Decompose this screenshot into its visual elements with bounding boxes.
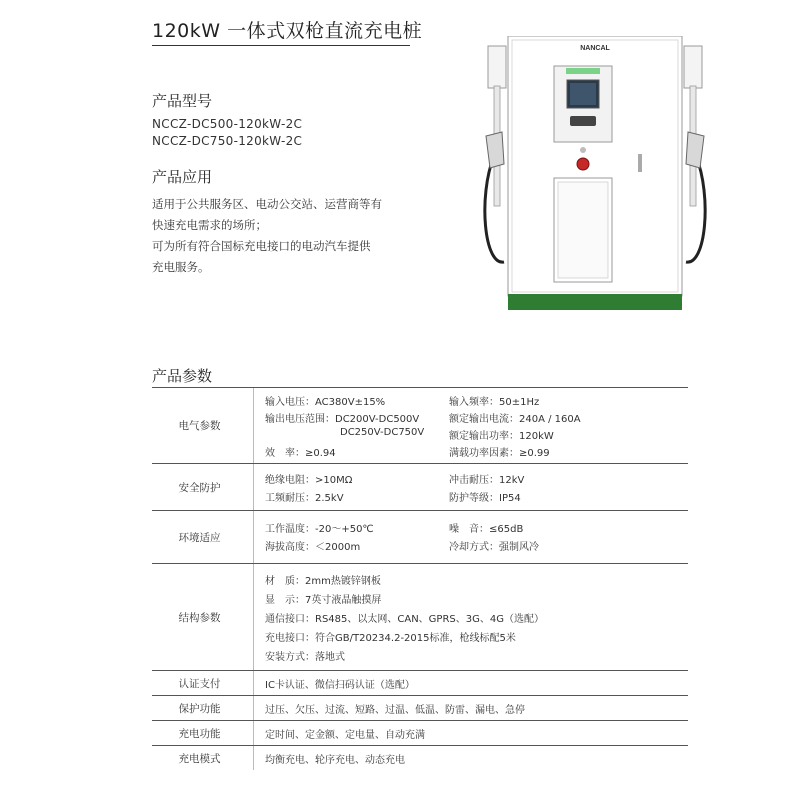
row-label: 结构参数 xyxy=(178,611,221,624)
page-title: 120kW 一体式双枪直流充电桩 xyxy=(152,20,423,42)
param-cell: 过压、欠压、过流、短路、过温、低温、防雷、漏电、急停 xyxy=(265,705,525,716)
brand-logo: NANCAL xyxy=(580,45,610,52)
param-cell: 防护等级：IP54 xyxy=(449,493,521,504)
application-line: 可为所有符合国标充电接口的电动汽车提供 xyxy=(152,239,371,253)
row-label: 环境适应 xyxy=(178,531,221,544)
model-number: NCCZ-DC750-120kW-2C xyxy=(152,134,303,148)
param-cell: 噪 音：≤65dB xyxy=(449,524,524,535)
row-label: 充电模式 xyxy=(178,752,221,765)
model-number: NCCZ-DC500-120kW-2C xyxy=(152,117,303,131)
param-cell: 材 质：2mm热镀锌钢板 xyxy=(265,576,381,587)
param-cell: 显 示：7英寸液晶触摸屏 xyxy=(265,595,382,606)
row-label: 安全防护 xyxy=(178,481,221,494)
row-label: 保护功能 xyxy=(178,702,221,715)
table-row xyxy=(152,564,688,671)
table-row xyxy=(152,464,688,511)
param-cell: 充电接口：符合GB/T20234.2-2015标准，枪线标配5米 xyxy=(265,633,516,644)
application-line: 快速充电需求的场所； xyxy=(152,218,267,232)
table-row xyxy=(152,511,688,564)
param-cell: 工频耐压：2.5kV xyxy=(265,493,344,504)
row-label: 电气参数 xyxy=(178,420,221,432)
application-line: 适用于公共服务区、电动公交站、运营商等有 xyxy=(152,197,382,211)
params-table xyxy=(152,387,688,770)
param-cell: 冷却方式：强制风冷 xyxy=(449,542,539,553)
charger-product-image xyxy=(482,36,708,312)
param-cell: 定时间、定金额、定电量、自动充满 xyxy=(265,730,425,741)
param-cell: 输出电压范围：DC200V-DC500V xyxy=(265,414,420,425)
application-line: 充电服务。 xyxy=(152,260,210,274)
row-label: 认证支付 xyxy=(178,677,221,690)
title-underline xyxy=(152,45,410,46)
param-cell: 输入频率：50±1Hz xyxy=(449,397,540,408)
table-row xyxy=(152,387,688,464)
param-cell: 工作温度：-20～+50℃ xyxy=(265,524,374,535)
param-cell: 海拔高度：＜2000m xyxy=(265,542,361,553)
param-cell: 均衡充电、轮序充电、动态充电 xyxy=(265,755,405,766)
table-row xyxy=(152,671,688,696)
param-cell: DC250V-DC750V xyxy=(340,427,425,438)
param-cell: 通信接口：RS485、以太网、CAN、GPRS、3G、4G（选配） xyxy=(265,614,544,625)
param-cell: 额定输出功率：120kW xyxy=(449,431,554,442)
row-label: 充电功能 xyxy=(178,727,221,740)
param-cell: 额定输出电流：240A / 160A xyxy=(449,414,581,425)
params-heading: 产品参数 xyxy=(152,367,213,385)
table-row xyxy=(152,721,688,746)
param-cell: 输入电压：AC380V±15% xyxy=(265,397,386,408)
application-heading: 产品应用 xyxy=(152,168,213,186)
model-heading: 产品型号 xyxy=(152,92,213,110)
param-cell: 安装方式：落地式 xyxy=(265,652,345,663)
param-cell: 绝缘电阻：>10MΩ xyxy=(265,475,353,486)
param-cell: 冲击耐压：12kV xyxy=(449,475,525,486)
param-cell: IC卡认证、微信扫码认证（选配） xyxy=(265,680,415,691)
param-cell: 满载功率因素：≥0.99 xyxy=(449,448,550,459)
table-row xyxy=(152,746,688,770)
table-row xyxy=(152,696,688,721)
param-cell: 效 率：≥0.94 xyxy=(265,448,336,459)
